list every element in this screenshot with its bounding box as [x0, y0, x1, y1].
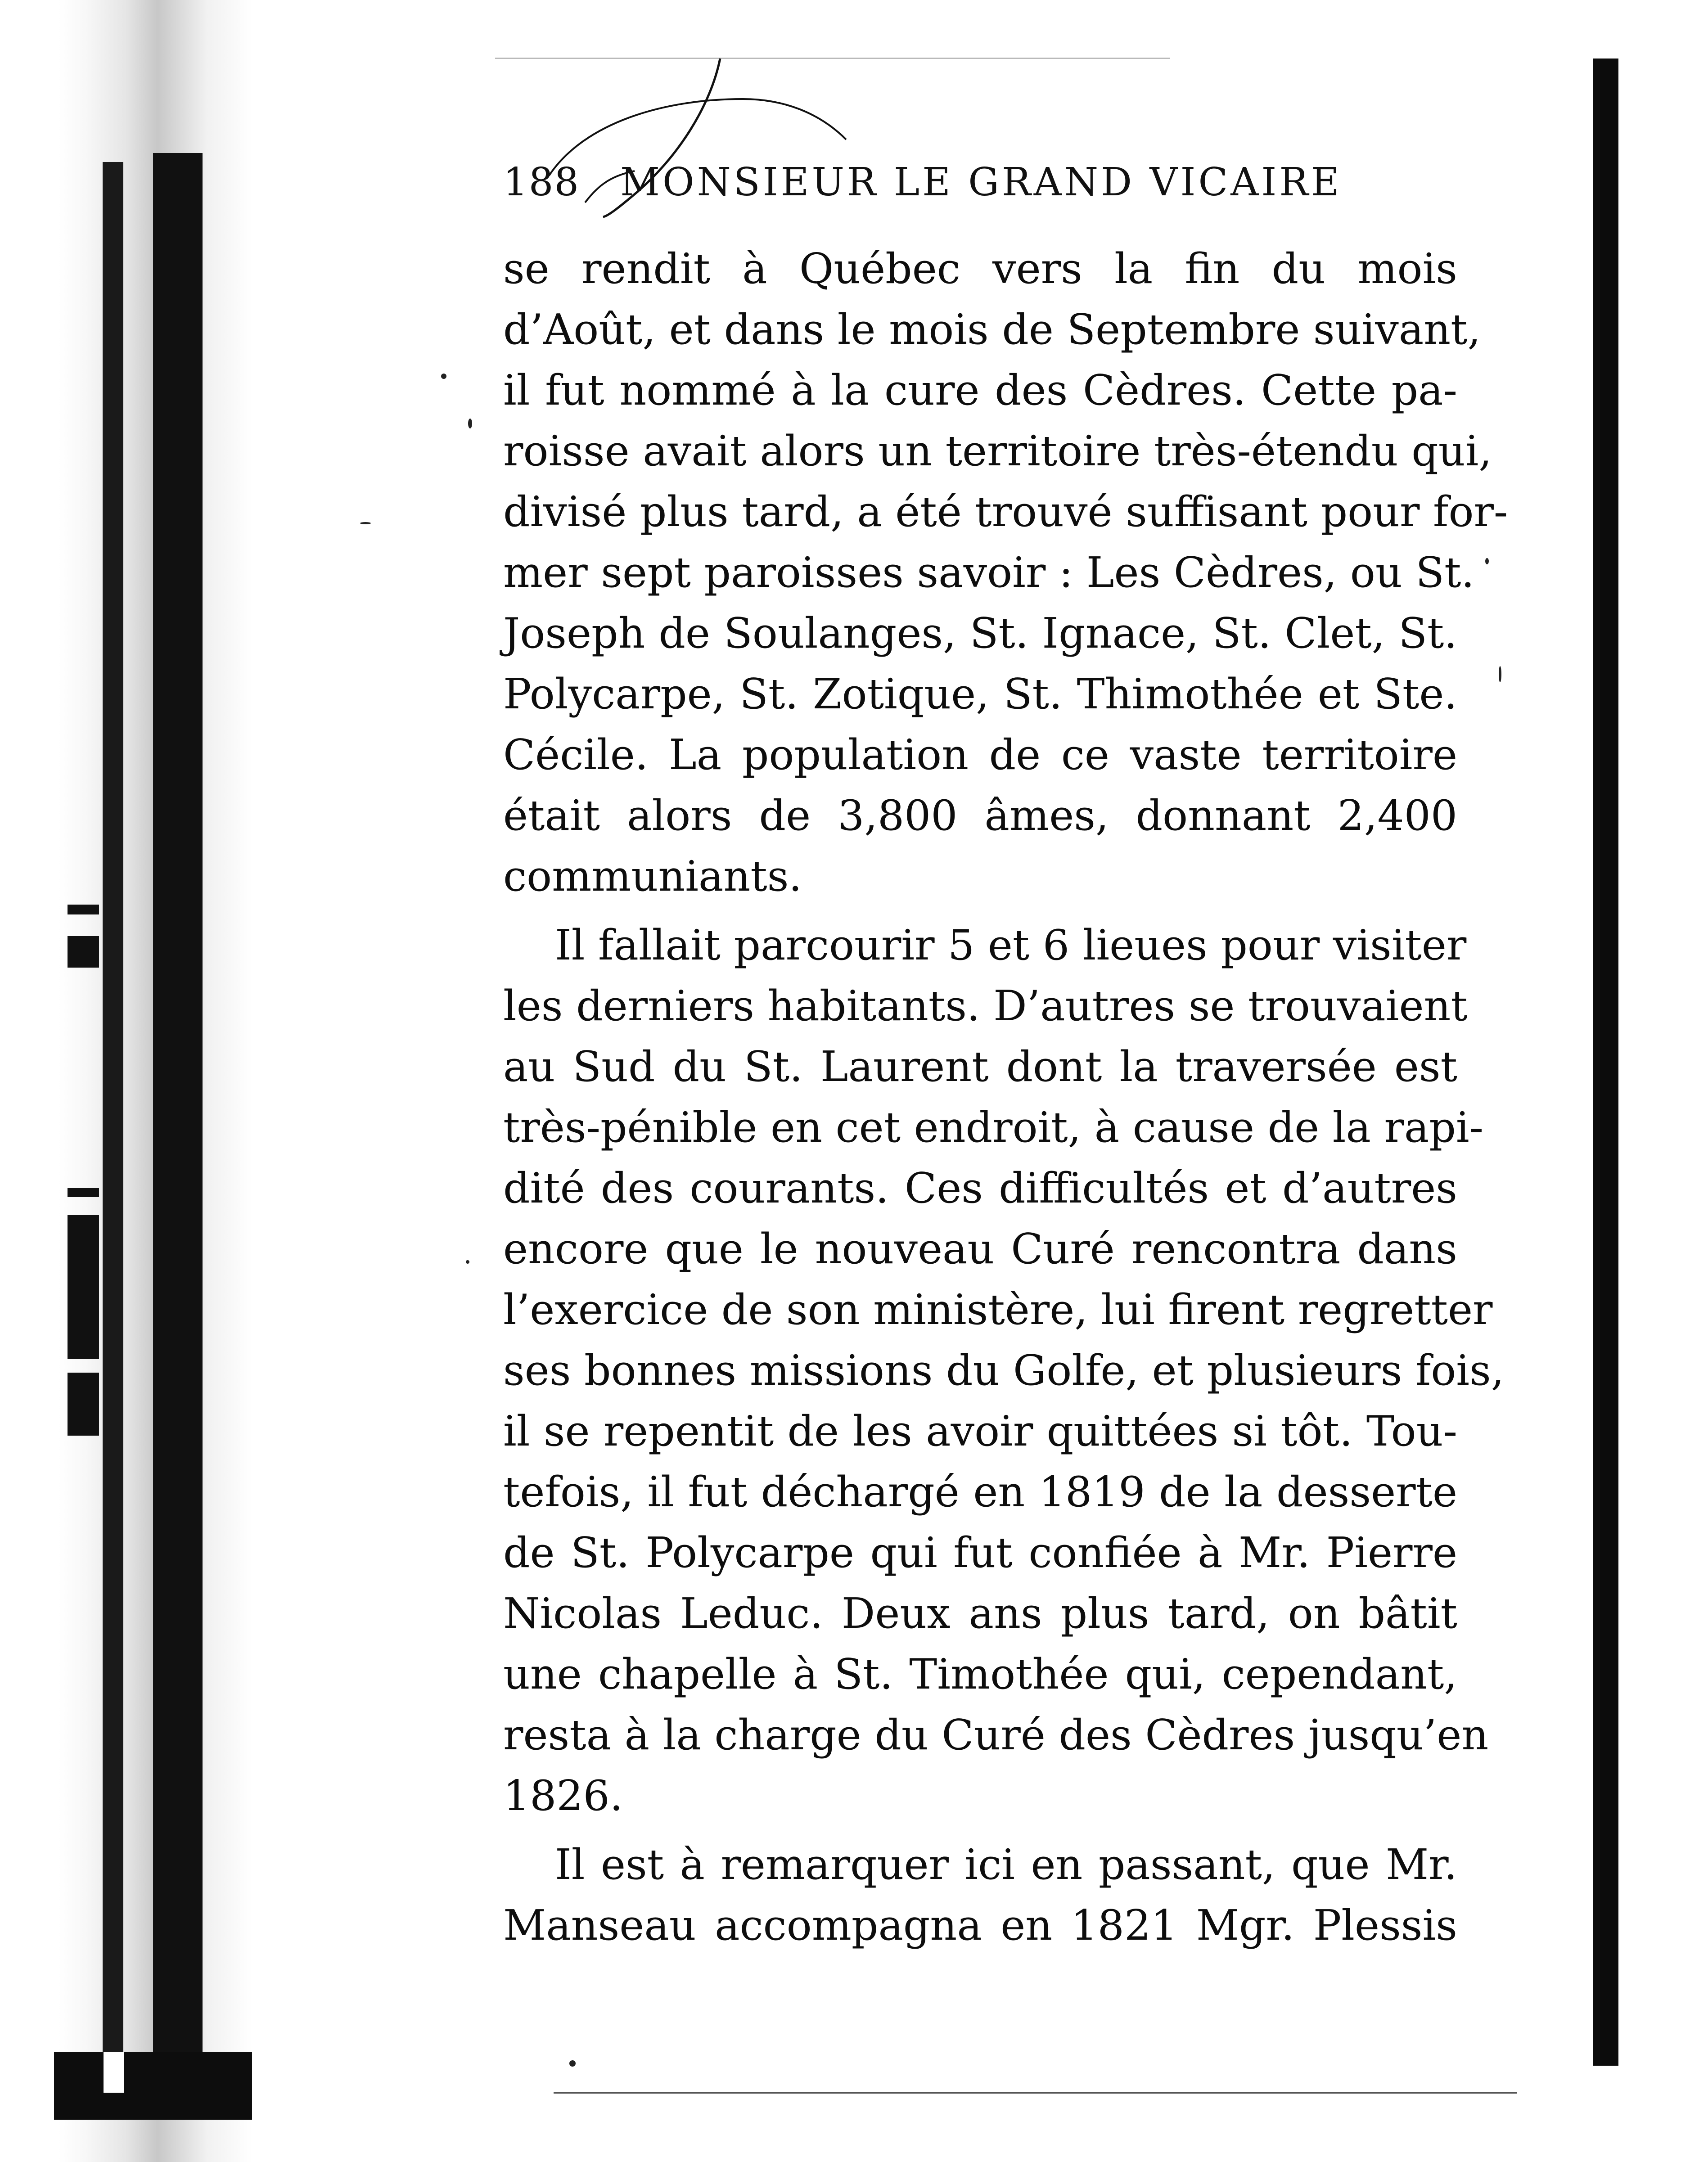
- text-line: une chapelle à St. Timothée qui, cependant,: [503, 1650, 1457, 1698]
- text-line: se rendit à Québec vers la fin du mois: [503, 244, 1457, 293]
- text-line: Joseph de Soulanges, St. Ignace, St. Clet, St.: [503, 609, 1457, 658]
- edge-mark: [68, 936, 99, 968]
- text-line: il se repentit de les avoir quittées si tôt. Tou-: [503, 1407, 1457, 1455]
- speck: [360, 522, 371, 524]
- speck: [466, 1260, 469, 1264]
- text-line: Il est à remarquer ici en passant, que Mr.: [555, 1840, 1457, 1889]
- text-line: Il fallait parcourir 5 et 6 lieues pour visiter: [555, 921, 1467, 969]
- text-line: était alors de 3,800 âmes, donnant 2,400: [503, 791, 1457, 840]
- text-line: très-pénible en cet endroit, à cause de la rapi-: [503, 1103, 1484, 1152]
- edge-mark: [68, 1373, 99, 1436]
- edge-mark: [68, 905, 99, 914]
- text-line: Nicolas Leduc. Deux ans plus tard, on bâtit: [503, 1589, 1457, 1638]
- text-line: Manseau accompagna en 1821 Mgr. Plessis: [503, 1901, 1457, 1950]
- text-line: encore que le nouveau Curé rencontra dans: [503, 1225, 1457, 1273]
- speck: [468, 419, 472, 428]
- text-line: d’Août, et dans le mois de Septembre suivant,: [503, 305, 1481, 354]
- text-line: Cécile. La population de ce vaste territoire: [503, 730, 1457, 779]
- speck: [441, 374, 446, 379]
- bottom-margin-rule: [554, 2092, 1517, 2094]
- binding-foot-dark: [54, 2052, 252, 2120]
- right-margin-rule: [1593, 59, 1618, 2066]
- edge-mark: [68, 1188, 99, 1197]
- binding-foot-gap: [104, 2052, 124, 2093]
- text-line: mer sept paroisses savoir : Les Cèdres, ou St.: [503, 548, 1475, 597]
- text-line: de St. Polycarpe qui fut confiée à Mr. Pierre: [503, 1528, 1457, 1577]
- binding-edge-dark: [153, 153, 203, 2111]
- text-line: dité des courants. Ces difficultés et d’autres: [503, 1164, 1457, 1212]
- text-line: ses bonnes missions du Golfe, et plusieurs fois,: [503, 1346, 1505, 1395]
- text-line: les derniers habitants. D’autres se trouvaient: [503, 982, 1468, 1030]
- text-line: tefois, il fut déchargé en 1819 de la desserte: [503, 1468, 1457, 1516]
- body-text: [503, 239, 1508, 1956]
- paragraph: [503, 915, 1505, 1826]
- binding-edge-strip: [103, 162, 123, 2088]
- text-line: Polycarpe, St. Zotique, St. Thimothée et Ste.: [503, 670, 1457, 718]
- edge-mark: [68, 1215, 99, 1359]
- text-line: 1826.: [503, 1771, 623, 1820]
- page-number: 188: [503, 160, 580, 205]
- running-title: MONSIEUR LE GRAND VICAIRE: [620, 160, 1342, 205]
- text-line: communiants.: [503, 852, 802, 901]
- speck: [569, 2060, 576, 2067]
- paragraph: [503, 1834, 1457, 1956]
- speck: [1499, 666, 1501, 682]
- text-line: resta à la charge du Curé des Cèdres jusqu’en: [503, 1711, 1489, 1759]
- text-line: au Sud du St. Laurent dont la traversée est: [503, 1042, 1457, 1091]
- speck: [1485, 558, 1489, 564]
- handwritten-pen-mark: [531, 50, 900, 221]
- text-line: divisé plus tard, a été trouvé suffisant pour for-: [503, 487, 1508, 536]
- text-line: roisse avait alors un territoire très-étendu qui,: [503, 427, 1492, 475]
- text-line: il fut nommé à la cure des Cèdres. Cette pa-: [503, 366, 1457, 414]
- text-line: l’exercice de son ministère, lui firent regretter: [503, 1285, 1493, 1334]
- paragraph: [503, 239, 1508, 907]
